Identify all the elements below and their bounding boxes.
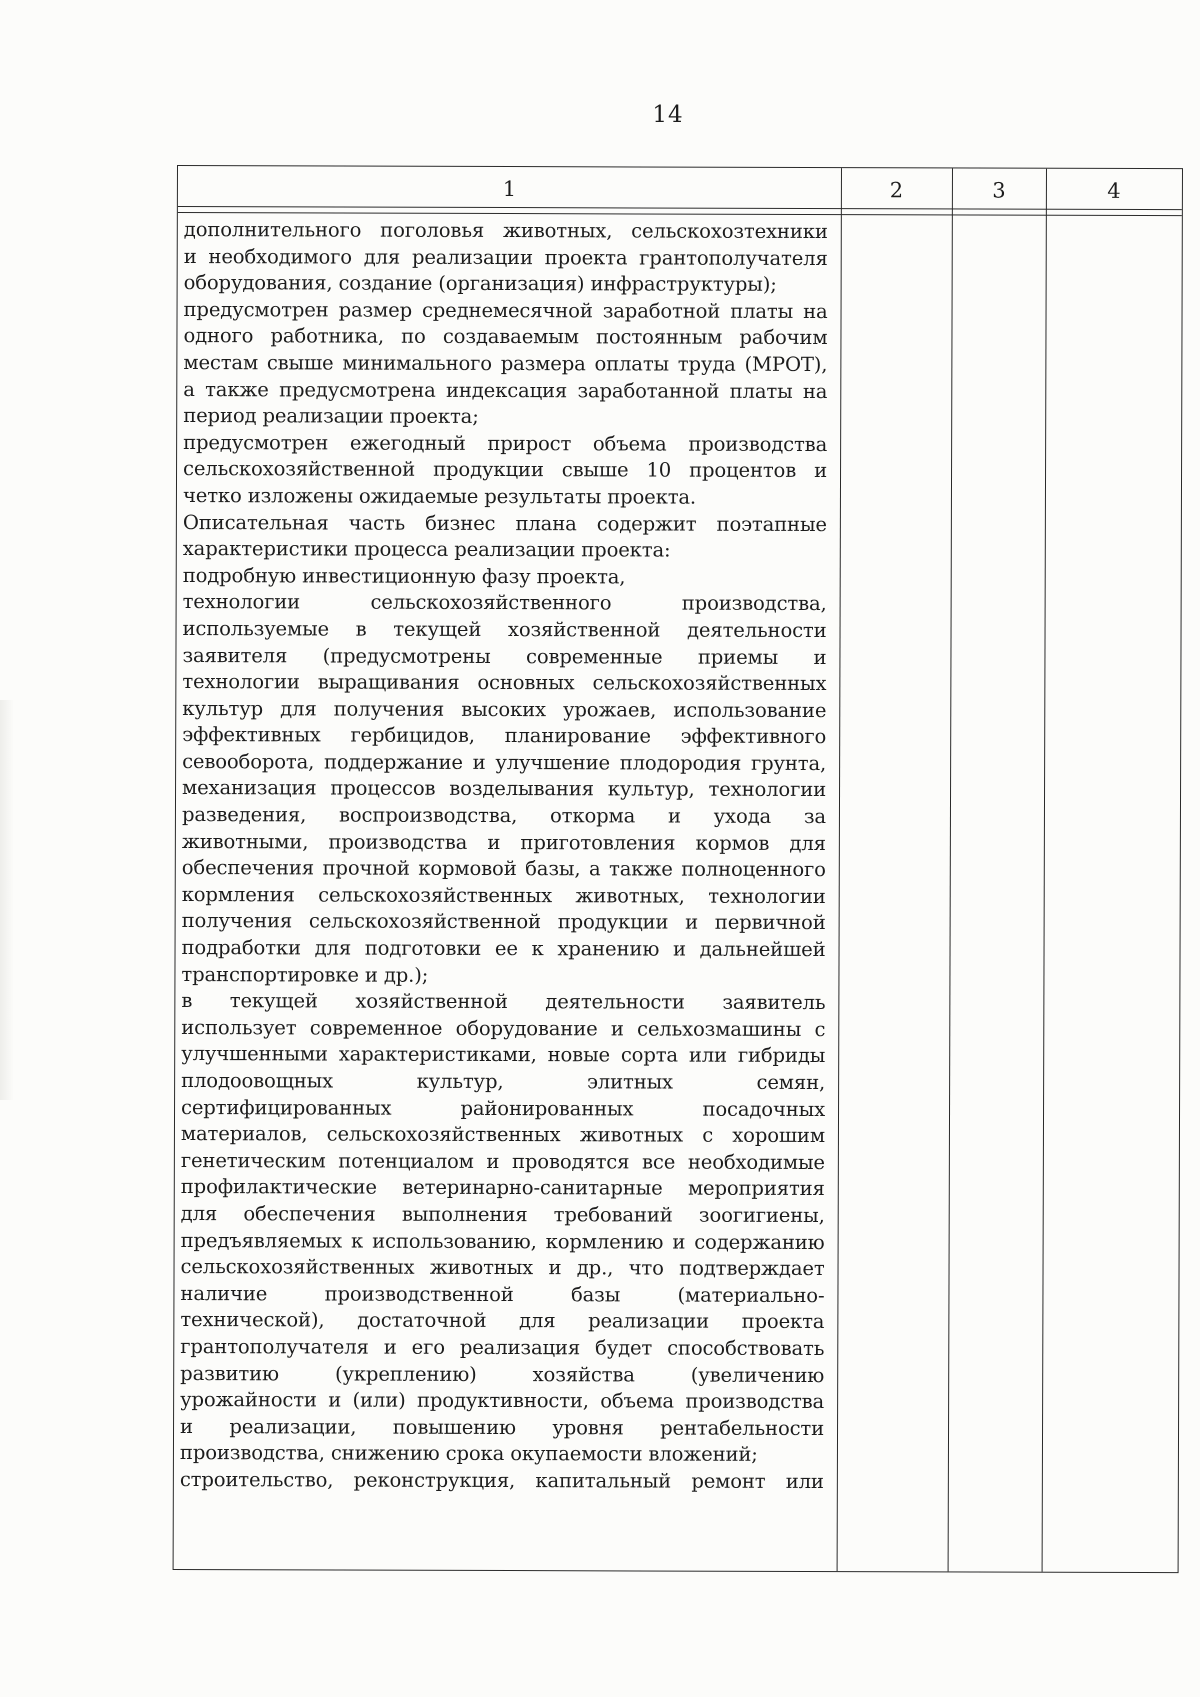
- text-line: оборудования, создание (организация) инфраструктуры);: [183, 271, 777, 297]
- text-line: Описательная часть бизнес плана содержит поэтапные: [182, 510, 827, 536]
- text-line: в текущей хозяйственной деятельности заявитель: [181, 989, 826, 1015]
- column-header-3: 3: [992, 178, 1006, 203]
- text-line: механизация процессов возделывания культур, технологии: [182, 776, 827, 802]
- text-line: улучшенными характеристиками, новые сорта или гибриды: [181, 1042, 826, 1068]
- text-line: четко изложены ожидаемые результаты проекта.: [182, 483, 697, 509]
- text-line: подработки для подготовки ее к хранению и дальнейшей: [181, 936, 826, 962]
- text-line: сертифицированных районированных посадочных: [181, 1095, 826, 1121]
- text-line: транспортировке и др.);: [181, 962, 429, 987]
- text-line: период реализации проекта;: [183, 404, 479, 429]
- text-line: местам свыше минимального размера оплаты труда (МРОТ),: [183, 350, 828, 377]
- column-header-2: 2: [889, 178, 904, 203]
- text-line: обеспечения прочной кормовой базы, а также полноценного: [181, 856, 826, 882]
- text-line: строительство, реконструкция, капитальный ремонт или: [179, 1467, 824, 1493]
- text-line: предусмотрен размер среднемесячной заработной платы на: [183, 297, 828, 323]
- text-line: используемые в текущей хозяйственной деятельности: [182, 616, 827, 642]
- text-line: материалов, сельскохозяйственных животных с хорошим: [180, 1122, 825, 1148]
- text-line: технологии выращивания основных сельскохозяйственных: [182, 670, 827, 696]
- text-line: одного работника, по создаваемым постоянным рабочим: [183, 324, 828, 350]
- text-line: эффективных гербицидов, планирование эффективного: [182, 723, 827, 749]
- column-header-4: 4: [1107, 178, 1121, 203]
- text-line: животными, производства и приготовления кормов для: [181, 829, 826, 855]
- text-line: генетическим потенциалом и проводятся все необходимые: [180, 1148, 825, 1174]
- text-line: грантополучателя и его реализация будет способствовать: [180, 1334, 825, 1360]
- text-line: заявителя (предусмотрены современные приемы и: [182, 643, 827, 669]
- text-line: а также предусмотрена индексация заработанной платы на: [183, 377, 828, 403]
- text-line: культур для получения высоких урожаев, использование: [182, 696, 827, 722]
- text-line: урожайности и (или) продуктивности, объема производства: [180, 1388, 825, 1414]
- text-line: для обеспечения выполнения требований зоогигиены,: [180, 1201, 825, 1228]
- column-divider: [948, 168, 953, 1571]
- header-divider-double: [178, 212, 1182, 216]
- text-line: технологии сельскохозяйственного производства,: [182, 590, 827, 616]
- text-line: и реализации, повышению уровня рентабельности: [180, 1414, 825, 1440]
- text-line: кормления сельскохозяйственных животных, технологии: [181, 882, 826, 908]
- text-line: сельскохозяйственной продукции свыше 10 процентов и: [183, 457, 828, 483]
- text-line: развитию (укреплению) хозяйства (увеличению: [180, 1361, 825, 1387]
- text-line: подробную инвестиционную фазу проекта,: [182, 563, 626, 589]
- column-header-1: 1: [502, 177, 517, 202]
- criteria-description: [180, 217, 828, 1496]
- scan-edge-shadow: [0, 700, 14, 1100]
- text-line: профилактические ветеринарно-санитарные мероприятия: [180, 1175, 825, 1201]
- text-line: плодоовощных культур, элитных семян,: [181, 1069, 826, 1095]
- text-line: и необходимого для реализации проекта грантополучателя: [183, 244, 828, 270]
- text-line: наличие производственной базы (материально-: [180, 1281, 825, 1307]
- column-divider: [1042, 169, 1047, 1572]
- text-line: дополнительного поголовья животных, сельскохозтехники: [183, 218, 828, 244]
- text-line: предъявляемых к использованию, кормлению и содержанию: [180, 1228, 825, 1254]
- text-line: севооборота, поддержание и улучшение плодородия грунта,: [182, 749, 827, 775]
- text-line: использует современное оборудование и сельхозмашины с: [181, 1015, 826, 1041]
- text-line: производства, снижению срока окупаемости вложений;: [179, 1441, 758, 1467]
- page-number: 14: [652, 102, 684, 128]
- criteria-table: [173, 165, 1183, 1573]
- text-line: получения сельскохозяйственной продукции и первичной: [181, 909, 826, 935]
- text-line: разведения, воспроизводства, откорма и ухода за: [181, 803, 826, 829]
- column-divider: [837, 168, 842, 1571]
- text-line: технической), достаточной для реализации проекта: [180, 1308, 825, 1334]
- text-line: сельскохозяйственных животных и др., что подтверждает: [180, 1255, 825, 1281]
- text-line: характеристики процесса реализации проекта:: [182, 537, 671, 562]
- text-line: предусмотрен ежегодный прирост объема производства: [183, 430, 828, 456]
